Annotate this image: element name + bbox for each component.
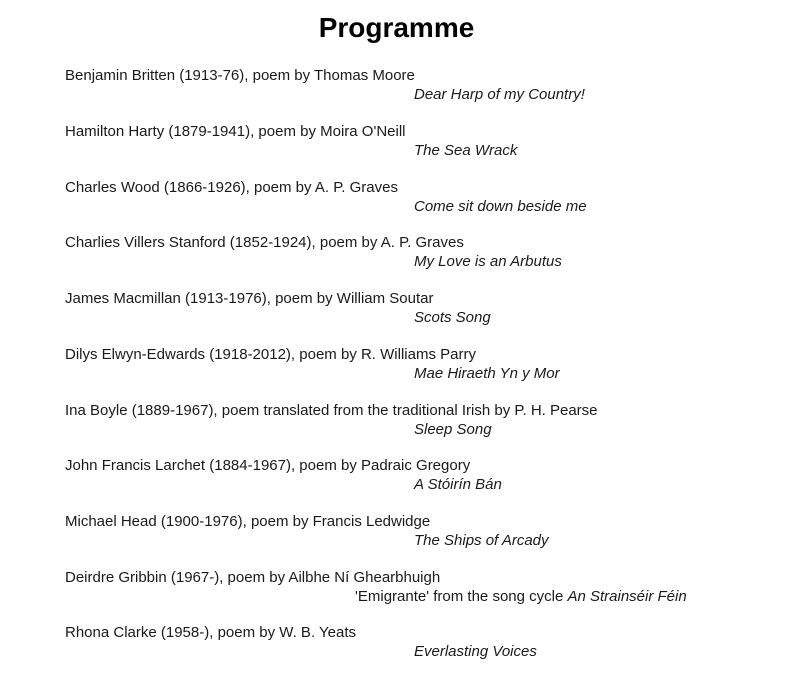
work-title: The Ships of Arcady [414, 532, 549, 549]
work-title: Sleep Song [414, 421, 492, 438]
programme-entry [0, 457, 793, 499]
page-title: Programme [318, 12, 475, 43]
composer-line: Hamilton Harty (1879-1941), poem by Moira O'Neill [65, 123, 406, 140]
programme-entry [0, 402, 793, 444]
programme-entry [0, 346, 793, 388]
composer-line: Rhona Clarke (1958-), poem by W. B. Yeats [65, 624, 356, 641]
work-title: A Stóirín Bán [414, 476, 502, 493]
programme-entry [0, 513, 793, 555]
work-title: Come sit down beside me [414, 198, 587, 215]
programme-entry [0, 67, 793, 109]
work-prefix: 'Emigrante' from the song cycle [355, 588, 568, 605]
composer-line: Michael Head (1900-1976), poem by Francis Ledwidge [65, 513, 431, 530]
programme-entry [0, 290, 793, 332]
composer-line: Charlies Villers Stanford (1852-1924), poem by A. P. Graves [65, 234, 464, 251]
composer-line: James Macmillan (1913-1976), poem by William Soutar [65, 290, 434, 307]
programme-entry [0, 624, 793, 666]
programme-entry [0, 123, 793, 165]
work-title: Scots Song [414, 309, 491, 326]
work-title: Mae Hiraeth Yn y Mor [414, 365, 560, 382]
work-title: My Love is an Arbutus [414, 253, 562, 270]
work-title: The Sea Wrack [414, 142, 518, 159]
composer-line: Ina Boyle (1889-1967), poem translated from the traditional Irish by P. H. Pearse [65, 402, 598, 419]
composer-line: Dilys Elwyn-Edwards (1918-2012), poem by R. Williams Parry [65, 346, 476, 363]
programme-entry [0, 569, 793, 611]
work-title: Everlasting Voices [414, 643, 537, 660]
song-cycle-title: An Strainséir Féin [567, 588, 687, 605]
programme-entry [0, 234, 793, 276]
work-title: Dear Harp of my Country! [414, 86, 585, 103]
programme-entry [0, 179, 793, 221]
composer-line: Charles Wood (1866-1926), poem by A. P. Graves [65, 179, 398, 196]
composer-line: Deirdre Gribbin (1967-), poem by Ailbhe Ní Ghearbhuigh [65, 569, 441, 586]
work-title [355, 588, 687, 606]
composer-line: John Francis Larchet (1884-1967), poem by Padraic Gregory [65, 457, 471, 474]
composer-line: Benjamin Britten (1913-76), poem by Thomas Moore [65, 67, 415, 84]
